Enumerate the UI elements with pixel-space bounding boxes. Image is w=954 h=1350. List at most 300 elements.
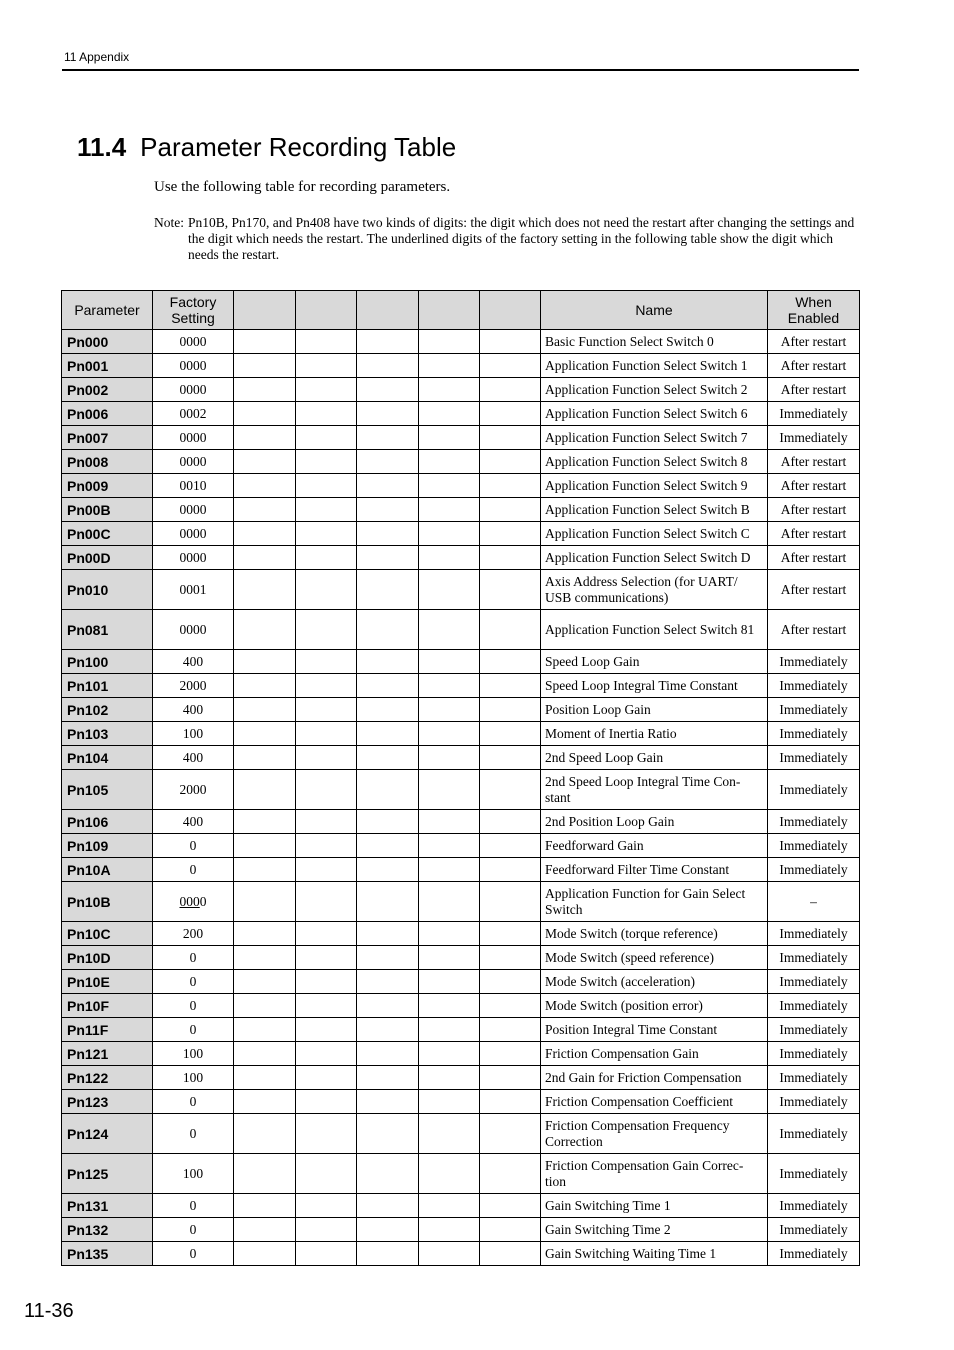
record-cell-2 (296, 722, 357, 746)
name-cell: Application Function Select Switch 81 (541, 610, 768, 650)
record-cell-3 (357, 746, 419, 770)
record-cell-1 (234, 1194, 296, 1218)
factory-setting-cell: 0 (153, 1114, 234, 1154)
parameter-cell: Pn10F (62, 994, 153, 1018)
note-text: Pn10B, Pn170, and Pn408 have two kinds of digits: the digit which does not need the restart after changing the settings and the digit which needs the restart. The underlined digits of the factory setting in the following table show the digit which needs the restart. (188, 215, 855, 262)
record-cell-4 (419, 610, 480, 650)
record-cell-1 (234, 946, 296, 970)
factory-setting-restart-digits: 000 (179, 893, 200, 909)
record-cell-1 (234, 1090, 296, 1114)
parameter-cell: Pn132 (62, 1218, 153, 1242)
parameter-cell: Pn000 (62, 330, 153, 354)
when-enabled-cell: Immediately (768, 1066, 860, 1090)
record-cell-2 (296, 1018, 357, 1042)
record-cell-4 (419, 922, 480, 946)
when-enabled-cell: Immediately (768, 722, 860, 746)
record-cell-4 (419, 330, 480, 354)
record-cell-1 (234, 650, 296, 674)
table-row (62, 1090, 860, 1114)
record-cell-3 (357, 674, 419, 698)
record-cell-1 (234, 858, 296, 882)
when-enabled-cell: Immediately (768, 402, 860, 426)
record-cell-1 (234, 402, 296, 426)
record-cell-4 (419, 970, 480, 994)
note (154, 215, 859, 263)
record-cell-3 (357, 570, 419, 610)
record-cell-1 (234, 1042, 296, 1066)
record-cell-1 (234, 610, 296, 650)
record-cell-4 (419, 722, 480, 746)
name-cell: Application Function Select Switch 2 (541, 378, 768, 402)
record-cell-5 (480, 378, 541, 402)
record-cell-1 (234, 570, 296, 610)
table-row (62, 402, 860, 426)
parameter-cell: Pn081 (62, 610, 153, 650)
record-cell-5 (480, 1090, 541, 1114)
record-cell-2 (296, 1090, 357, 1114)
factory-setting-cell: 0 (153, 1242, 234, 1266)
parameter-cell: Pn135 (62, 1242, 153, 1266)
record-cell-2 (296, 450, 357, 474)
record-cell-2 (296, 354, 357, 378)
record-cell-1 (234, 1218, 296, 1242)
table-row (62, 610, 860, 650)
record-cell-2 (296, 378, 357, 402)
parameter-cell: Pn10D (62, 946, 153, 970)
record-cell-3 (357, 1090, 419, 1114)
name-cell: 2nd Gain for Friction Compensation (541, 1066, 768, 1090)
record-cell-5 (480, 610, 541, 650)
factory-setting-cell (153, 882, 234, 922)
record-cell-1 (234, 354, 296, 378)
note-label: Note: (154, 215, 184, 230)
name-cell: Friction Compensation Gain Correc- tion (541, 1154, 768, 1194)
record-cell-1 (234, 722, 296, 746)
record-cell-2 (296, 474, 357, 498)
record-cell-3 (357, 610, 419, 650)
record-cell-2 (296, 922, 357, 946)
table-row (62, 770, 860, 810)
name-cell: Position Loop Gain (541, 698, 768, 722)
table-row (62, 474, 860, 498)
parameter-cell: Pn006 (62, 402, 153, 426)
record-cell-3 (357, 722, 419, 746)
header-blank-2 (296, 291, 357, 330)
table-row (62, 1114, 860, 1154)
parameter-cell: Pn101 (62, 674, 153, 698)
header-factory-setting: Factory Setting (153, 291, 234, 330)
record-cell-1 (234, 426, 296, 450)
table-row (62, 698, 860, 722)
record-cell-5 (480, 1218, 541, 1242)
name-cell: Axis Address Selection (for UART/ USB communications) (541, 570, 768, 610)
record-cell-2 (296, 1194, 357, 1218)
name-cell: Application Function Select Switch 6 (541, 402, 768, 426)
factory-setting-cell: 0 (153, 1090, 234, 1114)
when-enabled-cell: Immediately (768, 1194, 860, 1218)
name-cell: Friction Compensation Frequency Correction (541, 1114, 768, 1154)
record-cell-2 (296, 1066, 357, 1090)
name-cell: Application Function Select Switch 1 (541, 354, 768, 378)
record-cell-4 (419, 402, 480, 426)
when-enabled-cell: Immediately (768, 1154, 860, 1194)
when-enabled-cell: After restart (768, 610, 860, 650)
when-enabled-cell: Immediately (768, 770, 860, 810)
parameter-cell: Pn00D (62, 546, 153, 570)
table-row (62, 498, 860, 522)
record-cell-4 (419, 1066, 480, 1090)
name-cell: Mode Switch (torque reference) (541, 922, 768, 946)
record-cell-1 (234, 522, 296, 546)
record-cell-2 (296, 810, 357, 834)
when-enabled-cell: After restart (768, 474, 860, 498)
name-cell: Friction Compensation Coefficient (541, 1090, 768, 1114)
when-enabled-cell: Immediately (768, 1218, 860, 1242)
record-cell-3 (357, 1042, 419, 1066)
name-cell: Feedforward Gain (541, 834, 768, 858)
name-cell: Application Function Select Switch 8 (541, 450, 768, 474)
factory-setting-cell: 400 (153, 810, 234, 834)
record-cell-2 (296, 1114, 357, 1154)
record-cell-1 (234, 330, 296, 354)
table-row (62, 450, 860, 474)
record-cell-4 (419, 650, 480, 674)
table-row (62, 354, 860, 378)
table-row (62, 674, 860, 698)
when-enabled-cell: Immediately (768, 746, 860, 770)
record-cell-3 (357, 698, 419, 722)
table-row (62, 378, 860, 402)
factory-setting-cell: 200 (153, 922, 234, 946)
record-cell-5 (480, 354, 541, 378)
page-number: 11-36 (24, 1300, 74, 1322)
record-cell-3 (357, 882, 419, 922)
record-cell-2 (296, 882, 357, 922)
parameter-cell: Pn10C (62, 922, 153, 946)
record-cell-5 (480, 834, 541, 858)
record-cell-4 (419, 570, 480, 610)
record-cell-5 (480, 770, 541, 810)
section-heading (77, 132, 456, 163)
record-cell-2 (296, 570, 357, 610)
name-cell: Moment of Inertia Ratio (541, 722, 768, 746)
parameter-cell: Pn123 (62, 1090, 153, 1114)
record-cell-5 (480, 698, 541, 722)
factory-setting-cell: 0000 (153, 498, 234, 522)
name-cell: Mode Switch (speed reference) (541, 946, 768, 970)
table-row (62, 522, 860, 546)
factory-setting-cell: 0000 (153, 610, 234, 650)
name-cell: Application Function Select Switch 9 (541, 474, 768, 498)
record-cell-4 (419, 810, 480, 834)
record-cell-4 (419, 994, 480, 1018)
record-cell-1 (234, 1018, 296, 1042)
parameter-cell: Pn109 (62, 834, 153, 858)
factory-setting-cell: 100 (153, 1066, 234, 1090)
when-enabled-cell: After restart (768, 498, 860, 522)
record-cell-4 (419, 1194, 480, 1218)
factory-setting-cell: 100 (153, 1154, 234, 1194)
when-enabled-cell: Immediately (768, 970, 860, 994)
record-cell-5 (480, 674, 541, 698)
parameter-cell: Pn10B (62, 882, 153, 922)
record-cell-5 (480, 546, 541, 570)
record-cell-3 (357, 946, 419, 970)
factory-setting-cell: 0000 (153, 546, 234, 570)
record-cell-3 (357, 1114, 419, 1154)
when-enabled-cell: After restart (768, 546, 860, 570)
record-cell-2 (296, 650, 357, 674)
parameter-cell: Pn106 (62, 810, 153, 834)
record-cell-2 (296, 1218, 357, 1242)
record-cell-4 (419, 1042, 480, 1066)
record-cell-5 (480, 570, 541, 610)
record-cell-3 (357, 546, 419, 570)
factory-setting-cell: 0000 (153, 354, 234, 378)
table-row (62, 882, 860, 922)
running-head: 11 Appendix (64, 50, 130, 64)
record-cell-3 (357, 1066, 419, 1090)
record-cell-3 (357, 650, 419, 674)
parameter-cell: Pn105 (62, 770, 153, 810)
record-cell-2 (296, 674, 357, 698)
record-cell-3 (357, 1218, 419, 1242)
record-cell-4 (419, 354, 480, 378)
record-cell-1 (234, 746, 296, 770)
record-cell-1 (234, 1066, 296, 1090)
name-cell: Gain Switching Time 1 (541, 1194, 768, 1218)
factory-setting-cell: 0002 (153, 402, 234, 426)
when-enabled-cell: Immediately (768, 834, 860, 858)
table-row (62, 1066, 860, 1090)
parameter-cell: Pn124 (62, 1114, 153, 1154)
record-cell-2 (296, 522, 357, 546)
when-enabled-cell: Immediately (768, 674, 860, 698)
record-cell-2 (296, 1242, 357, 1266)
record-cell-1 (234, 1242, 296, 1266)
factory-setting-cell: 100 (153, 1042, 234, 1066)
record-cell-2 (296, 1154, 357, 1194)
header-blank-4 (419, 291, 480, 330)
record-cell-5 (480, 810, 541, 834)
when-enabled-cell: Immediately (768, 922, 860, 946)
factory-setting-cell: 400 (153, 650, 234, 674)
record-cell-5 (480, 330, 541, 354)
record-cell-1 (234, 834, 296, 858)
record-cell-1 (234, 674, 296, 698)
name-cell: Application Function Select Switch 7 (541, 426, 768, 450)
parameter-cell: Pn00B (62, 498, 153, 522)
record-cell-4 (419, 1018, 480, 1042)
factory-setting-cell: 0000 (153, 378, 234, 402)
record-cell-4 (419, 474, 480, 498)
record-cell-1 (234, 770, 296, 810)
record-cell-4 (419, 498, 480, 522)
record-cell-5 (480, 498, 541, 522)
record-cell-2 (296, 498, 357, 522)
record-cell-1 (234, 698, 296, 722)
name-cell: Application Function Select Switch D (541, 546, 768, 570)
record-cell-2 (296, 426, 357, 450)
name-cell: Feedforward Filter Time Constant (541, 858, 768, 882)
record-cell-4 (419, 450, 480, 474)
name-cell: Basic Function Select Switch 0 (541, 330, 768, 354)
when-enabled-cell: Immediately (768, 994, 860, 1018)
table-row (62, 546, 860, 570)
record-cell-3 (357, 922, 419, 946)
factory-setting-cell: 2000 (153, 674, 234, 698)
record-cell-5 (480, 858, 541, 882)
factory-setting-cell: 0000 (153, 522, 234, 546)
factory-setting-cell: 400 (153, 698, 234, 722)
table-row (62, 1042, 860, 1066)
record-cell-3 (357, 770, 419, 810)
record-cell-5 (480, 1042, 541, 1066)
record-cell-4 (419, 1154, 480, 1194)
name-cell: Application Function for Gain Select Switch (541, 882, 768, 922)
parameter-cell: Pn11F (62, 1018, 153, 1042)
record-cell-1 (234, 922, 296, 946)
parameter-cell: Pn002 (62, 378, 153, 402)
when-enabled-cell: Immediately (768, 698, 860, 722)
record-cell-2 (296, 946, 357, 970)
record-cell-1 (234, 1154, 296, 1194)
when-enabled-cell: After restart (768, 570, 860, 610)
factory-setting-cell: 0001 (153, 570, 234, 610)
when-enabled-cell: Immediately (768, 1090, 860, 1114)
section-title: Parameter Recording Table (140, 132, 457, 162)
parameter-cell: Pn10A (62, 858, 153, 882)
record-cell-3 (357, 970, 419, 994)
record-cell-1 (234, 882, 296, 922)
factory-setting-cell: 0000 (153, 330, 234, 354)
record-cell-1 (234, 474, 296, 498)
when-enabled-cell: After restart (768, 378, 860, 402)
parameter-cell: Pn103 (62, 722, 153, 746)
record-cell-3 (357, 474, 419, 498)
name-cell: Mode Switch (acceleration) (541, 970, 768, 994)
record-cell-1 (234, 378, 296, 402)
record-cell-5 (480, 1242, 541, 1266)
record-cell-4 (419, 1242, 480, 1266)
name-cell: 2nd Speed Loop Integral Time Con- stant (541, 770, 768, 810)
record-cell-4 (419, 1114, 480, 1154)
when-enabled-cell: After restart (768, 522, 860, 546)
name-cell: 2nd Speed Loop Gain (541, 746, 768, 770)
name-cell: Friction Compensation Gain (541, 1042, 768, 1066)
when-enabled-cell: Immediately (768, 1018, 860, 1042)
factory-setting-cell: 0010 (153, 474, 234, 498)
when-enabled-cell: Immediately (768, 1114, 860, 1154)
factory-setting-cell: 0 (153, 970, 234, 994)
record-cell-4 (419, 698, 480, 722)
header-rule (62, 69, 859, 71)
table-row (62, 1018, 860, 1042)
parameter-cell: Pn010 (62, 570, 153, 610)
when-enabled-cell: After restart (768, 354, 860, 378)
record-cell-1 (234, 498, 296, 522)
table-row (62, 922, 860, 946)
name-cell: Gain Switching Time 2 (541, 1218, 768, 1242)
factory-setting-cell: 0 (153, 858, 234, 882)
parameter-cell: Pn102 (62, 698, 153, 722)
table-row (62, 1154, 860, 1194)
record-cell-2 (296, 746, 357, 770)
record-cell-2 (296, 994, 357, 1018)
when-enabled-cell: Immediately (768, 810, 860, 834)
record-cell-3 (357, 810, 419, 834)
record-cell-2 (296, 402, 357, 426)
table-row (62, 570, 860, 610)
record-cell-3 (357, 834, 419, 858)
record-cell-4 (419, 674, 480, 698)
record-cell-2 (296, 698, 357, 722)
when-enabled-cell: Immediately (768, 650, 860, 674)
table-row (62, 834, 860, 858)
parameter-cell: Pn10E (62, 970, 153, 994)
table-row (62, 722, 860, 746)
record-cell-4 (419, 426, 480, 450)
factory-setting-cell: 0000 (153, 450, 234, 474)
parameter-cell: Pn100 (62, 650, 153, 674)
record-cell-3 (357, 354, 419, 378)
table-header-row (62, 291, 860, 330)
record-cell-5 (480, 402, 541, 426)
record-cell-5 (480, 474, 541, 498)
when-enabled-cell: – (768, 882, 860, 922)
record-cell-3 (357, 402, 419, 426)
parameter-cell: Pn008 (62, 450, 153, 474)
record-cell-1 (234, 994, 296, 1018)
record-cell-2 (296, 834, 357, 858)
header-name: Name (541, 291, 768, 330)
record-cell-4 (419, 858, 480, 882)
when-enabled-cell: Immediately (768, 426, 860, 450)
name-cell: Speed Loop Gain (541, 650, 768, 674)
record-cell-1 (234, 810, 296, 834)
record-cell-5 (480, 970, 541, 994)
record-cell-4 (419, 546, 480, 570)
record-cell-5 (480, 882, 541, 922)
name-cell: Application Function Select Switch B (541, 498, 768, 522)
record-cell-3 (357, 1242, 419, 1266)
record-cell-5 (480, 1194, 541, 1218)
table-row (62, 746, 860, 770)
parameter-cell: Pn104 (62, 746, 153, 770)
parameter-cell: Pn009 (62, 474, 153, 498)
record-cell-2 (296, 970, 357, 994)
table-body (62, 330, 860, 1266)
record-cell-5 (480, 1154, 541, 1194)
record-cell-4 (419, 834, 480, 858)
record-cell-1 (234, 546, 296, 570)
when-enabled-cell: After restart (768, 330, 860, 354)
record-cell-4 (419, 522, 480, 546)
table-row (62, 1218, 860, 1242)
name-cell: 2nd Position Loop Gain (541, 810, 768, 834)
record-cell-5 (480, 946, 541, 970)
record-cell-4 (419, 746, 480, 770)
record-cell-5 (480, 922, 541, 946)
record-cell-3 (357, 450, 419, 474)
parameter-cell: Pn001 (62, 354, 153, 378)
table-row (62, 426, 860, 450)
record-cell-3 (357, 498, 419, 522)
record-cell-2 (296, 858, 357, 882)
section-number: 11.4 (77, 132, 127, 162)
record-cell-4 (419, 770, 480, 810)
parameter-cell: Pn007 (62, 426, 153, 450)
